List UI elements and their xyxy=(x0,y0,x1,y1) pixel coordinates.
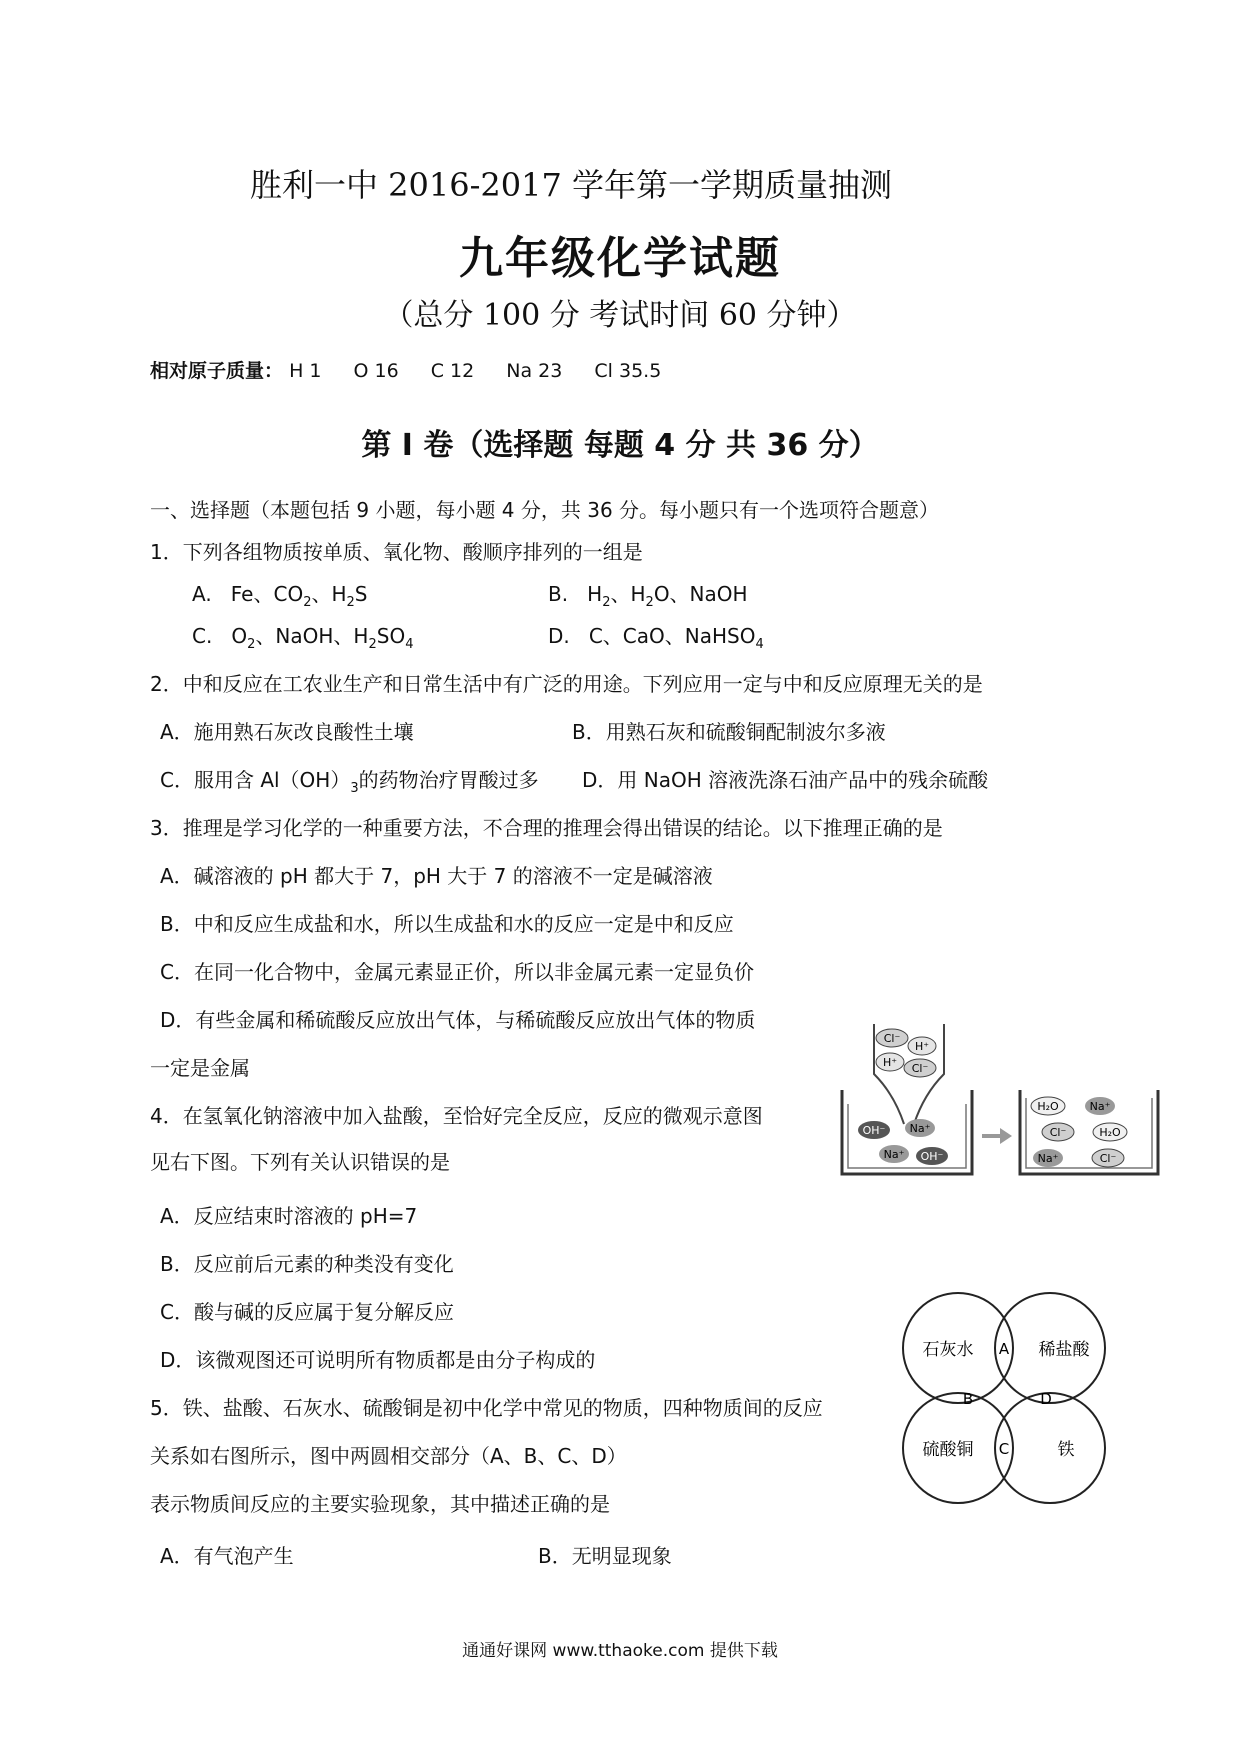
venn-region-a: A xyxy=(998,1340,1010,1358)
subscript: 2 xyxy=(368,637,377,652)
q4-option-a: A．反应结束时溶液的 pH=7 xyxy=(160,1204,418,1228)
option-text: C．服用含 Al（OH） xyxy=(160,768,351,792)
option-text: 、H xyxy=(311,582,347,606)
subscript: 2 xyxy=(645,595,654,610)
left-ion-3: Na⁺ xyxy=(883,1148,905,1161)
option-label: D. xyxy=(548,624,570,648)
q1-option-c xyxy=(192,620,413,652)
q3-option-c: C．在同一化合物中，金属元素显正价，所以非金属元素一定显负价 xyxy=(160,960,754,984)
q5-stem: 5．铁、盐酸、石灰水、硫酸铜是初中化学中常见的物质，四种物质间的反应 xyxy=(150,1396,823,1420)
atomic-mass-line xyxy=(150,356,687,383)
q2-option-c xyxy=(160,764,539,796)
atomic-mass-item: Cl 35.5 xyxy=(594,360,662,382)
option-text: H xyxy=(587,582,603,606)
exam-title: 九年级化学试题 xyxy=(459,233,781,284)
right-ion-5: Na⁺ xyxy=(1037,1152,1059,1165)
subscript: 4 xyxy=(405,637,414,652)
option-text: C、CaO、NaHSO xyxy=(588,624,756,648)
q4-option-b: B．反应前后元素的种类没有变化 xyxy=(160,1252,454,1276)
left-ion-1: OH⁻ xyxy=(862,1124,886,1137)
subscript: 2 xyxy=(247,637,256,652)
q4-option-d: D．该微观图还可说明所有物质都是由分子构成的 xyxy=(160,1348,596,1372)
option-text: Fe、CO xyxy=(230,582,304,606)
venn-label-iron: 铁 xyxy=(1057,1440,1075,1460)
option-text: O、NaOH xyxy=(653,582,748,606)
section-title: 第 I 卷（选择题 每题 4 分 共 36 分） xyxy=(361,428,879,463)
option-label: B. xyxy=(548,582,569,606)
q5-option-a: A．有气泡产生 xyxy=(160,1544,294,1568)
atomic-mass-item: C 12 xyxy=(430,360,475,382)
q1-option-a xyxy=(192,578,368,610)
q1-stem: 1．下列各组物质按单质、氧化物、酸顺序排列的一组是 xyxy=(150,540,643,564)
option-text: SO xyxy=(376,624,406,648)
neutralization-micro-diagram xyxy=(834,1024,1174,1184)
right-ion-2: Na⁺ xyxy=(1089,1100,1111,1113)
q1-option-d xyxy=(548,620,764,652)
funnel-ion-3: H⁺ xyxy=(882,1056,898,1069)
venn-label-copper-sulfate: 硫酸铜 xyxy=(922,1440,974,1460)
left-ion-2: Na⁺ xyxy=(909,1122,931,1135)
q1-option-b xyxy=(548,578,748,610)
option-text: S xyxy=(354,582,368,606)
q3-stem: 3．推理是学习化学的一种重要方法，不合理的推理会得出错误的结论。以下推理正确的是 xyxy=(150,816,943,840)
subscript: 3 xyxy=(350,781,359,796)
q2-option-b: B．用熟石灰和硫酸铜配制波尔多液 xyxy=(572,720,886,744)
reaction-arrow-head xyxy=(1000,1128,1012,1144)
subscript: 2 xyxy=(303,595,312,610)
atomic-mass-label: 相对原子质量： xyxy=(150,360,284,382)
right-ion-1: H₂O xyxy=(1037,1100,1059,1113)
reaction-venn-diagram xyxy=(900,1280,1140,1520)
option-text: 、H xyxy=(610,582,646,606)
q4-stem: 4．在氢氧化钠溶液中加入盐酸，至恰好完全反应，反应的微观示意图 xyxy=(150,1104,763,1128)
option-label: C. xyxy=(192,624,213,648)
q2-option-d: D．用 NaOH 溶液洗涤石油产品中的残余硫酸 xyxy=(582,768,989,792)
subscript: 2 xyxy=(602,595,611,610)
q5-option-b: B．无明显现象 xyxy=(538,1544,672,1568)
footer-source: 通通好课网 www.tthaoke.com 提供下载 xyxy=(462,1641,778,1661)
part-intro: 一、选择题（本题包括 9 小题，每小题 4 分，共 36 分。每小题只有一个选项符合题意） xyxy=(150,498,940,522)
q3-option-b: B．中和反应生成盐和水，所以生成盐和水的反应一定是中和反应 xyxy=(160,912,734,936)
q5-stem-cont: 关系如右图所示，图中两圆相交部分（A、B、C、D） xyxy=(150,1444,627,1468)
q4-stem-cont: 见右下图。下列有关认识错误的是 xyxy=(150,1150,450,1174)
q3-option-d-cont: 一定是金属 xyxy=(150,1056,250,1080)
q3-option-a: A．碱溶液的 pH 都大于 7，pH 大于 7 的溶液不一定是碱溶液 xyxy=(160,864,713,888)
atomic-mass-item: O 16 xyxy=(353,360,399,382)
school-exam-line: 胜利一中 2016-2017 学年第一学期质量抽测 xyxy=(250,166,893,204)
q3-option-d: D．有些金属和稀硫酸反应放出气体，与稀硫酸反应放出气体的物质 xyxy=(160,1008,756,1032)
option-label: A. xyxy=(192,582,212,606)
venn-label-limewater: 石灰水 xyxy=(922,1340,974,1360)
funnel-ion-2: H⁺ xyxy=(914,1040,930,1053)
venn-region-d: D xyxy=(1040,1390,1052,1408)
subscript: 4 xyxy=(755,637,764,652)
right-ion-3: Cl⁻ xyxy=(1049,1126,1067,1139)
q2-option-a: A．施用熟石灰改良酸性土壤 xyxy=(160,720,414,744)
funnel-ion-1: Cl⁻ xyxy=(883,1032,901,1045)
left-ion-4: OH⁻ xyxy=(920,1150,944,1163)
circle-iron xyxy=(995,1393,1105,1503)
q4-option-c: C．酸与碱的反应属于复分解反应 xyxy=(160,1300,454,1324)
option-text: 的药物治疗胃酸过多 xyxy=(358,768,539,792)
funnel-ion-4: Cl⁻ xyxy=(911,1062,929,1075)
atomic-mass-item: Na 23 xyxy=(506,360,563,382)
option-text: 、NaOH、H xyxy=(255,624,369,648)
q5-stem-cont2: 表示物质间反应的主要实验现象，其中描述正确的是 xyxy=(150,1492,610,1516)
atomic-mass-item: H 1 xyxy=(289,360,322,382)
q2-stem: 2．中和反应在工农业生产和日常生活中有广泛的用途。下列应用一定与中和反应原理无关的是 xyxy=(150,672,983,696)
exam-subtitle: （总分 100 分 考试时间 60 分钟） xyxy=(383,298,857,333)
right-ion-6: Cl⁻ xyxy=(1099,1152,1117,1165)
venn-region-c: C xyxy=(998,1440,1010,1458)
option-text: O xyxy=(231,624,248,648)
venn-region-b: B xyxy=(962,1390,974,1408)
venn-label-hydrochloric-acid: 稀盐酸 xyxy=(1038,1340,1090,1360)
right-ion-4: H₂O xyxy=(1099,1126,1121,1139)
subscript: 2 xyxy=(346,595,355,610)
